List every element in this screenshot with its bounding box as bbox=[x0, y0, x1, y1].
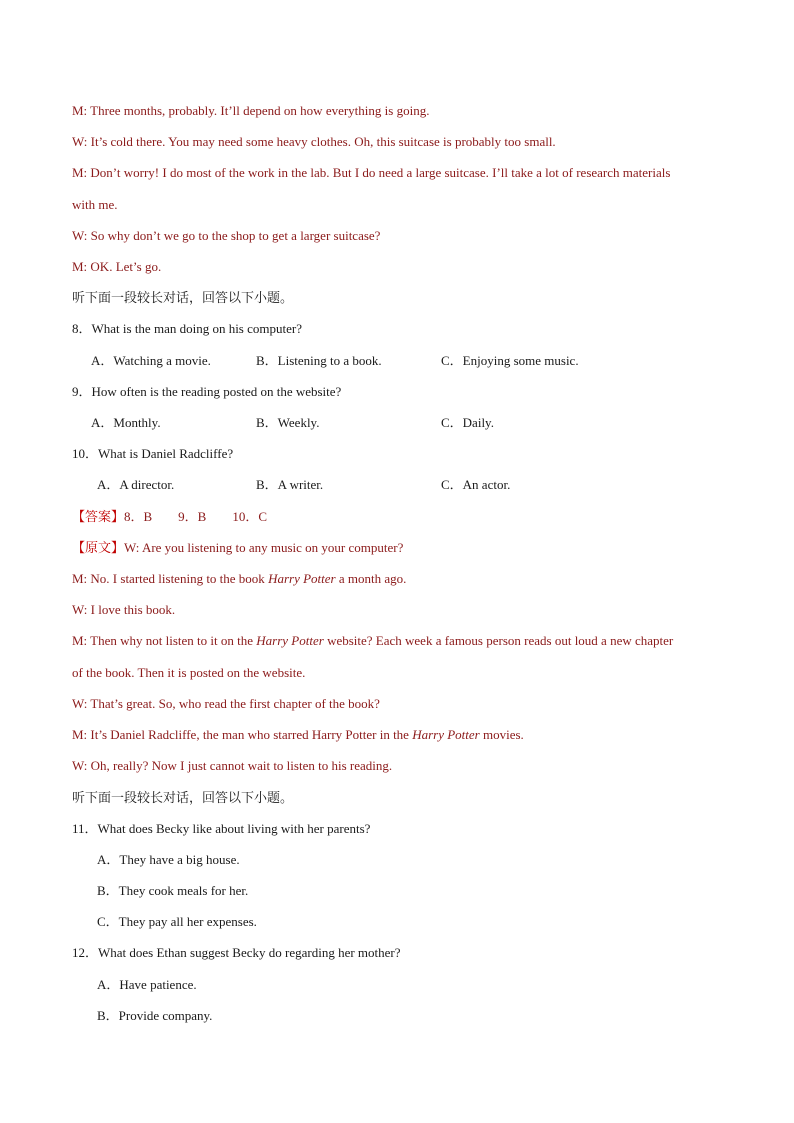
dialog-line: M: Three months, probably. It’ll depend on how everything is going. bbox=[72, 103, 430, 118]
transcript-line bbox=[72, 727, 524, 743]
answer-tag: 【答案】 bbox=[72, 509, 125, 524]
transcript-line: W: I love this book. bbox=[72, 602, 176, 617]
section-heading: 听下面一段较长对话，回答以下小题。 bbox=[72, 790, 294, 805]
question-8: 8．What is the man doing on his computer? bbox=[72, 321, 302, 336]
q9-option-b: B．Weekly. bbox=[256, 415, 320, 430]
q10-option-c: C．An actor. bbox=[441, 477, 511, 492]
transcript-line: W: That’s great. So, who read the first chapter of the book? bbox=[72, 696, 380, 711]
dialog-line: with me. bbox=[72, 197, 118, 212]
transcript-line bbox=[72, 633, 673, 649]
q11-option-b: B．They cook meals for her. bbox=[97, 883, 249, 898]
section-heading: 听下面一段较长对话，回答以下小题。 bbox=[72, 290, 294, 305]
transcript-line: W: Oh, really? Now I just cannot wait to listen to his reading. bbox=[72, 758, 393, 773]
dialog-line: W: It’s cold there. You may need some heavy clothes. Oh, this suitcase is probably too small. bbox=[72, 134, 556, 149]
dialog-line: W: So why don’t we go to the shop to get a larger suitcase? bbox=[72, 228, 381, 243]
question-11: 11．What does Becky like about living with her parents? bbox=[72, 821, 371, 836]
answer-line bbox=[72, 509, 267, 525]
answer-text: 8．B 9．B 10．C bbox=[124, 509, 268, 524]
q10-option-b: B．A writer. bbox=[256, 477, 324, 492]
q9-option-a: A．Monthly. bbox=[91, 415, 161, 430]
book-title: Harry Potter bbox=[256, 633, 324, 648]
transcript-line bbox=[72, 571, 406, 587]
q11-option-c: C．They pay all her expenses. bbox=[97, 914, 257, 929]
transcript-text: a month ago. bbox=[335, 571, 407, 586]
transcript-text: website? Each week a famous person reads out loud a new chapter bbox=[323, 633, 674, 648]
transcript-line bbox=[72, 540, 403, 556]
question-9: 9．How often is the reading posted on the website? bbox=[72, 384, 342, 399]
transcript-text: M: Then why not listen to it on the bbox=[72, 633, 257, 648]
dialog-line: M: OK. Let’s go. bbox=[72, 259, 162, 274]
transcript-line: of the book. Then it is posted on the website. bbox=[72, 665, 306, 680]
q8-option-a: A．Watching a movie. bbox=[91, 353, 211, 368]
q9-option-c: C．Daily. bbox=[441, 415, 494, 430]
q12-option-b: B．Provide company. bbox=[97, 1008, 213, 1023]
book-title: Harry Potter bbox=[268, 571, 336, 586]
question-10: 10．What is Daniel Radcliffe? bbox=[72, 446, 234, 461]
q10-option-a: A．A director. bbox=[97, 477, 175, 492]
question-12: 12．What does Ethan suggest Becky do regarding her mother? bbox=[72, 945, 401, 960]
transcript-text: movies. bbox=[479, 727, 524, 742]
transcript-text: W: Are you listening to any music on your computer? bbox=[124, 540, 404, 555]
transcript-tag: 【原文】 bbox=[72, 540, 125, 555]
transcript-text: M: No. I started listening to the book bbox=[72, 571, 269, 586]
q8-option-c: C．Enjoying some music. bbox=[441, 353, 579, 368]
q12-option-a: A．Have patience. bbox=[97, 977, 197, 992]
dialog-line: M: Don’t worry! I do most of the work in the lab. But I do need a large suitcase. I’ll take a lot of research materials bbox=[72, 165, 671, 180]
book-title: Harry Potter bbox=[412, 727, 480, 742]
q8-option-b: B．Listening to a book. bbox=[256, 353, 382, 368]
q11-option-a: A．They have a big house. bbox=[97, 852, 240, 867]
transcript-text: M: It’s Daniel Radcliffe, the man who starred Harry Potter in the bbox=[72, 727, 413, 742]
